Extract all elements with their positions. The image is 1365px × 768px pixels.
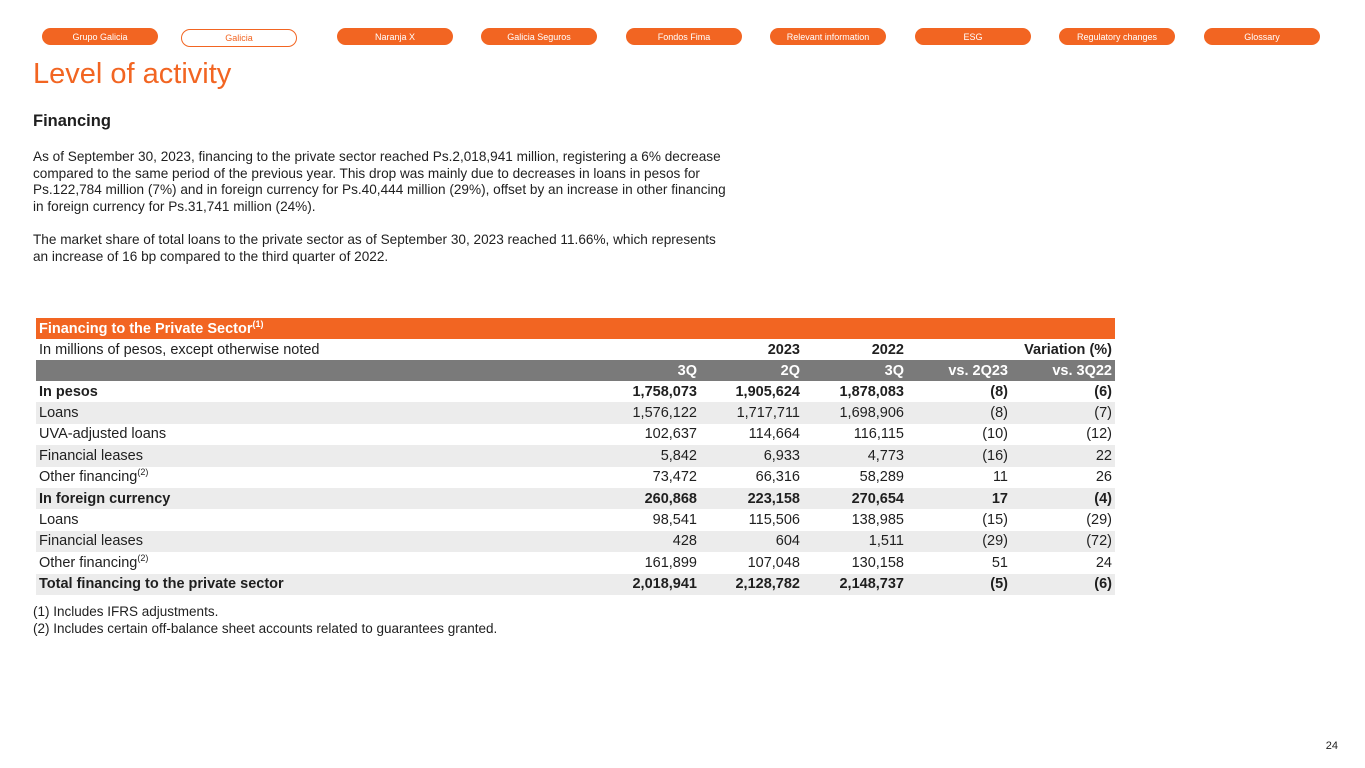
table-units: In millions of pesos, except otherwise noted (36, 339, 596, 360)
row-label-text: Financial leases (39, 447, 143, 464)
row-footnote: (2) (137, 467, 149, 478)
row-value: (5) (907, 574, 1011, 595)
row-value: 6,933 (700, 445, 803, 466)
row-value: 114,664 (748, 426, 800, 443)
row-value: 130,158 (851, 554, 904, 571)
row-value: 66,316 (755, 469, 800, 486)
row-label (36, 381, 596, 402)
row-value: 1,511 (803, 531, 907, 552)
table-row (36, 467, 1115, 488)
row-label (36, 467, 596, 488)
row-value: 2,148,737 (803, 574, 907, 595)
row-value: 115,506 (748, 512, 800, 529)
row-label-text: In foreign currency (39, 490, 171, 507)
row-value: 5,842 (596, 445, 700, 466)
col-header: vs. 3Q22 (1011, 360, 1115, 381)
row-value: 1,576,122 (596, 402, 700, 423)
table-row (36, 488, 1115, 509)
row-label (36, 424, 596, 445)
row-value: 11 (992, 469, 1008, 486)
row-label (36, 531, 596, 552)
nav-tab[interactable]: Grupo Galicia (42, 28, 158, 45)
paragraph-financing: As of September 30, 2023, financing to the private sector reached Ps.2,018,941 million, registering a 6% decrease compared to the same period of the previous year. This drop was mainly due to decreases in loans in pesos for Ps.122,784 million (7%) and in foreign currency for Ps.40,444 million (29%), offset by an increase in other financing in foreign currency for Ps.31,741 million (24%). (33, 149, 726, 214)
footnote-2: (2) Includes certain off-balance sheet accounts related to guarantees granted. (33, 621, 498, 636)
row-value: (16) (907, 445, 1011, 466)
row-value: 4,773 (803, 445, 907, 466)
nav-tab[interactable]: Galicia Seguros (481, 28, 597, 45)
row-label (36, 552, 596, 573)
row-value: (8) (907, 402, 1011, 423)
nav-tab[interactable]: Fondos Fima (626, 28, 742, 45)
row-value: (29) (907, 531, 1011, 552)
row-value: 116,115 (853, 426, 904, 443)
table-title-text: Financing to the Private Sector (39, 320, 253, 337)
table-row (36, 574, 1115, 595)
year-2023-header: 2023 (700, 339, 803, 360)
row-value: 107,048 (747, 554, 800, 571)
col-empty (596, 339, 700, 360)
row-value: 24 (1095, 554, 1112, 571)
col-header-label (36, 360, 596, 381)
table-row (36, 552, 1115, 573)
table-row (36, 381, 1115, 402)
year-2022-header: 2022 (803, 339, 907, 360)
row-value: (8) (990, 383, 1008, 400)
row-label-text: Other financing (39, 469, 138, 486)
row-label-text: Loans (39, 405, 79, 422)
row-value: 1,905,624 (735, 383, 800, 400)
col-header: vs. 2Q23 (907, 360, 1011, 381)
top-navigation (42, 28, 1321, 47)
page-number: 24 (1325, 740, 1338, 752)
row-value: 51 (991, 554, 1008, 571)
row-value: (12) (1086, 426, 1112, 443)
row-value: 1,758,073 (632, 383, 697, 400)
table-row (36, 509, 1115, 530)
row-footnote: (2) (137, 552, 149, 563)
table-row (36, 531, 1115, 552)
row-value: 17 (907, 488, 1011, 509)
table-row (36, 445, 1115, 466)
footnote-1: (1) Includes IFRS adjustments. (33, 604, 219, 619)
row-value: 1,698,906 (803, 402, 907, 423)
table-units-row (36, 339, 1115, 360)
row-value: 2,018,941 (596, 574, 700, 595)
nav-tab[interactable]: Regulatory changes (1059, 28, 1175, 45)
table-column-header-row (36, 360, 1115, 381)
row-label (36, 445, 596, 466)
table-title-footnote: (1) (252, 318, 264, 329)
row-value: 2,128,782 (700, 574, 803, 595)
row-label (36, 402, 596, 423)
nav-tab[interactable]: Glossary (1204, 28, 1320, 45)
table-row (36, 402, 1115, 423)
row-value: 604 (700, 531, 803, 552)
col-header: 3Q (803, 360, 907, 381)
table-row (36, 424, 1115, 445)
col-header: 2Q (700, 360, 803, 381)
section-subtitle: Financing (33, 112, 111, 130)
row-label-text: Financial leases (39, 533, 143, 550)
row-value: 98,541 (652, 512, 697, 529)
row-value: (15) (982, 512, 1008, 529)
table-title (36, 318, 1115, 339)
nav-tab[interactable]: Naranja X (337, 28, 453, 45)
table-title-row (36, 318, 1115, 339)
variation-header: Variation (%) (907, 339, 1115, 360)
row-value: (7) (1011, 402, 1115, 423)
row-value: 22 (1011, 445, 1115, 466)
paragraph-market-share: The market share of total loans to the private sector as of September 30, 2023 reached 11.66%, which represents an increase of 16 bp compared to the third quarter of 2022. (33, 232, 716, 264)
row-value: (4) (1011, 488, 1115, 509)
row-value: 58,289 (859, 469, 904, 486)
financing-table (36, 318, 1115, 595)
row-label (36, 488, 596, 509)
row-value: (29) (1086, 512, 1112, 529)
col-header: 3Q (596, 360, 700, 381)
row-label-text: In pesos (39, 383, 98, 400)
row-value: 102,637 (644, 426, 697, 443)
row-value: 428 (596, 531, 700, 552)
row-label-text: Loans (39, 512, 79, 529)
row-value: 1,717,711 (700, 402, 803, 423)
row-value: 260,868 (596, 488, 700, 509)
row-value: 223,158 (700, 488, 803, 509)
row-value: 270,654 (803, 488, 907, 509)
row-label (36, 574, 596, 595)
row-value: 26 (1095, 469, 1112, 486)
row-label-text: Other financing (39, 554, 138, 571)
row-value: (6) (1094, 383, 1112, 400)
row-value: 138,985 (851, 512, 904, 529)
row-value: (6) (1011, 574, 1115, 595)
nav-tab[interactable]: ESG (915, 28, 1031, 45)
footnotes (33, 603, 497, 637)
row-value: 73,472 (652, 469, 697, 486)
page-title: Level of activity (33, 58, 232, 90)
row-value: 161,899 (644, 554, 697, 571)
row-label-text: UVA-adjusted loans (39, 426, 167, 443)
nav-tab[interactable]: Relevant information (770, 28, 886, 45)
row-label (36, 509, 596, 530)
nav-tab[interactable]: Galicia (181, 29, 297, 47)
row-value: 1,878,083 (839, 383, 904, 400)
row-label-text: Total financing to the private sector (39, 576, 284, 593)
row-value: (10) (982, 426, 1008, 443)
row-value: (72) (1011, 531, 1115, 552)
